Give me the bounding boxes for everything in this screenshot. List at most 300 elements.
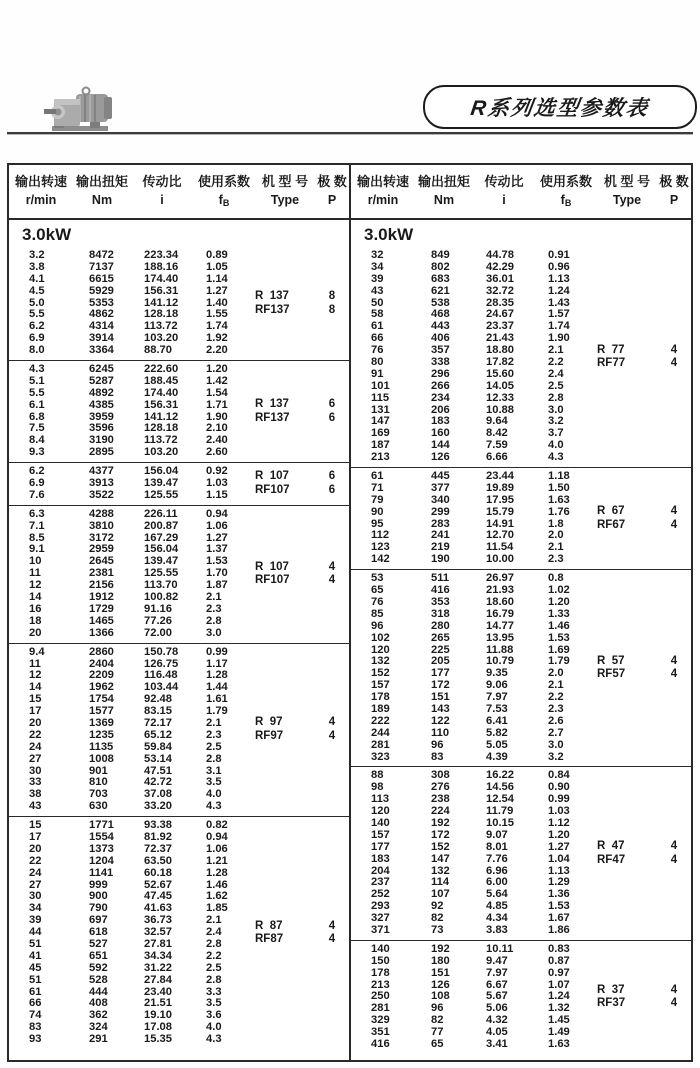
torque-cell: 96 xyxy=(431,738,444,751)
torque-cell: 651 xyxy=(89,949,108,962)
speed-cell: 281 xyxy=(371,738,390,751)
torque-cell: 180 xyxy=(431,954,450,967)
factor-cell: 0.91 xyxy=(548,249,570,261)
ratio-cell: 6.96 xyxy=(486,864,508,877)
factor-cell: 0.82 xyxy=(206,819,228,832)
factor-cell: 2.2 xyxy=(548,356,564,369)
ratio-cell: 27.81 xyxy=(144,937,172,950)
ratio-cell: 63.50 xyxy=(144,854,172,867)
factor-cell: 0.97 xyxy=(548,966,570,979)
speed-cell: 252 xyxy=(371,888,390,901)
torque-cell: 1373 xyxy=(89,842,114,855)
speed-cell: 329 xyxy=(371,1014,390,1027)
factor-cell: 1.07 xyxy=(548,978,570,991)
factor-cell: 1.8 xyxy=(548,517,564,530)
model-group xyxy=(351,569,691,766)
factor-cell: 1.67 xyxy=(548,912,570,925)
model-type-line xyxy=(597,668,691,682)
speed-cell: 39 xyxy=(29,914,42,927)
torque-cell: 8472 xyxy=(89,249,114,261)
speed-cell: 18 xyxy=(29,614,42,627)
model-type-label: RF87 xyxy=(255,933,284,946)
factor-cell: 2.60 xyxy=(206,446,228,459)
torque-cell: 2209 xyxy=(89,669,114,682)
speed-cell: 17 xyxy=(29,830,42,843)
col-type-unit: Type xyxy=(270,193,300,207)
speed-cell: 34 xyxy=(371,260,384,273)
model-type-line xyxy=(255,730,349,744)
ratio-cell: 72.17 xyxy=(144,716,172,729)
speed-cell: 91 xyxy=(371,367,384,380)
col-type-label: 机 型 号 xyxy=(261,174,309,189)
torque-cell: 468 xyxy=(431,308,450,321)
model-type-block xyxy=(255,466,349,502)
speed-cell: 93 xyxy=(29,1033,42,1046)
torque-cell: 1141 xyxy=(89,866,114,879)
ratio-cell: 4.05 xyxy=(486,1026,508,1039)
model-type-label: R 137 xyxy=(255,290,289,302)
torque-cell: 3364 xyxy=(89,344,114,357)
ratio-cell: 32.72 xyxy=(486,284,514,297)
factor-cell: 1.27 xyxy=(206,284,228,297)
model-type-label: RF107 xyxy=(255,574,290,587)
ratio-cell: 7.76 xyxy=(486,852,508,865)
speed-cell: 96 xyxy=(371,619,384,632)
group-rows xyxy=(9,364,255,459)
page-title: R系列选型参数表 xyxy=(469,97,651,120)
factor-cell: 4.0 xyxy=(206,1021,222,1034)
col-ratio-label: 传动比 xyxy=(484,174,524,189)
factor-cell: 0.94 xyxy=(206,830,228,843)
table-row xyxy=(9,628,255,640)
table-row xyxy=(351,944,597,956)
table-row xyxy=(351,716,597,728)
torque-cell: 527 xyxy=(89,937,108,950)
factor-cell: 1.06 xyxy=(206,519,228,532)
torque-cell: 901 xyxy=(89,764,108,777)
speed-cell: 150 xyxy=(371,954,390,967)
speed-cell: 8.0 xyxy=(29,344,45,357)
left-parameter-table xyxy=(9,165,351,1060)
speed-cell: 27 xyxy=(29,752,42,765)
right-parameter-table xyxy=(351,165,691,1060)
speed-cell: 102 xyxy=(371,631,390,644)
model-type-line xyxy=(597,344,691,358)
model-type-block xyxy=(597,770,691,936)
factor-cell: 1.53 xyxy=(206,555,228,568)
table-row xyxy=(351,752,597,764)
torque-cell: 1369 xyxy=(89,716,114,729)
ratio-cell: 156.31 xyxy=(144,284,179,297)
factor-cell: 1.42 xyxy=(206,374,228,387)
factor-cell: 1.69 xyxy=(548,643,570,656)
torque-cell: 1465 xyxy=(89,614,114,627)
factor-cell: 2.8 xyxy=(206,937,222,950)
pole-count: 8 xyxy=(328,303,336,316)
factor-cell: 1.85 xyxy=(206,902,228,915)
torque-cell: 234 xyxy=(431,391,450,404)
table-row xyxy=(351,274,597,286)
speed-cell: 9.4 xyxy=(29,645,45,658)
header-row-units xyxy=(9,191,349,213)
factor-cell: 1.45 xyxy=(548,1014,570,1027)
table-row xyxy=(9,856,255,868)
ratio-cell: 188.45 xyxy=(144,374,179,387)
ratio-cell: 5.05 xyxy=(486,738,508,751)
factor-cell: 2.4 xyxy=(548,367,564,380)
table-row xyxy=(9,951,255,963)
ratio-cell: 141.12 xyxy=(144,296,179,309)
torque-cell: 528 xyxy=(89,973,108,986)
ratio-cell: 23.37 xyxy=(486,320,514,333)
factor-cell: 1.32 xyxy=(548,1002,570,1015)
table-row xyxy=(351,262,597,274)
model-group xyxy=(9,247,349,360)
torque-cell: 2645 xyxy=(89,555,114,568)
ratio-cell: 4.32 xyxy=(486,1014,508,1027)
ratio-cell: 53.14 xyxy=(144,752,172,765)
torque-cell: 377 xyxy=(431,481,450,494)
table-row xyxy=(9,730,255,742)
torque-cell: 621 xyxy=(431,284,450,297)
table-row xyxy=(9,345,255,357)
ratio-cell: 116.48 xyxy=(144,669,178,682)
pole-count: 6 xyxy=(328,398,336,411)
table-row xyxy=(9,975,255,987)
speed-cell: 30 xyxy=(29,764,42,777)
group-rows xyxy=(9,466,255,502)
model-type-label: R 57 xyxy=(597,654,625,667)
torque-cell: 3596 xyxy=(89,422,114,435)
torque-cell: 318 xyxy=(431,607,450,620)
speed-cell: 12 xyxy=(29,579,42,592)
ratio-cell: 156.04 xyxy=(144,465,179,478)
factor-cell: 1.06 xyxy=(206,842,228,855)
pole-count: 4 xyxy=(328,574,336,587)
table-row xyxy=(9,963,255,975)
factor-cell: 0.99 xyxy=(206,645,228,658)
col-speed-unit: r/min xyxy=(367,193,399,207)
ratio-cell: 156.04 xyxy=(144,543,179,556)
factor-cell: 1.14 xyxy=(206,272,228,285)
speed-cell: 7.1 xyxy=(29,519,45,532)
factor-cell: 0.84 xyxy=(548,769,570,782)
speed-cell: 20 xyxy=(29,626,42,639)
speed-cell: 120 xyxy=(371,643,390,656)
ratio-cell: 9.35 xyxy=(486,667,508,680)
speed-cell: 15 xyxy=(29,819,42,832)
factor-cell: 1.21 xyxy=(206,854,228,867)
ratio-cell: 103.20 xyxy=(144,332,179,345)
model-type-line xyxy=(597,505,691,519)
torque-cell: 73 xyxy=(431,923,444,936)
ratio-cell: 174.40 xyxy=(144,272,179,285)
speed-cell: 5.0 xyxy=(29,296,45,309)
speed-cell: 16 xyxy=(29,602,42,615)
group-rows xyxy=(351,573,597,763)
table-row xyxy=(351,381,597,393)
ratio-cell: 27.84 xyxy=(144,973,172,986)
ratio-cell: 14.91 xyxy=(486,517,514,530)
factor-cell: 1.49 xyxy=(548,1026,570,1039)
factor-cell: 0.8 xyxy=(548,572,564,585)
factor-cell: 2.0 xyxy=(548,667,564,680)
model-group xyxy=(351,247,691,467)
torque-cell: 77 xyxy=(431,1026,444,1039)
model-group xyxy=(9,643,349,816)
torque-cell: 192 xyxy=(431,942,450,955)
ratio-cell: 15.60 xyxy=(486,367,514,380)
torque-cell: 291 xyxy=(89,1033,108,1046)
torque-cell: 65 xyxy=(431,1038,444,1050)
torque-cell: 445 xyxy=(431,470,450,483)
header-row-units xyxy=(351,191,691,213)
speed-cell: 5.1 xyxy=(29,374,45,387)
ratio-cell: 19.89 xyxy=(486,481,514,494)
col-ratio-unit: i xyxy=(160,193,164,207)
speed-cell: 140 xyxy=(371,942,390,955)
ratio-cell: 139.47 xyxy=(144,477,179,490)
factor-cell: 2.1 xyxy=(206,914,222,927)
model-type-line xyxy=(255,561,349,575)
torque-cell: 4377 xyxy=(89,465,114,478)
factor-cell: 1.79 xyxy=(548,655,570,668)
speed-cell: 88 xyxy=(371,769,384,782)
ratio-cell: 81.92 xyxy=(144,830,172,843)
ratio-cell: 21.93 xyxy=(486,584,514,597)
model-type-line xyxy=(597,357,691,371)
factor-cell: 3.1 xyxy=(206,764,222,777)
factor-cell: 1.86 xyxy=(548,923,570,936)
col-torque-unit: Nm xyxy=(433,193,455,207)
table-row xyxy=(351,728,597,740)
torque-cell: 4288 xyxy=(89,507,114,520)
factor-cell: 3.6 xyxy=(206,1009,222,1022)
table-row xyxy=(351,968,597,980)
speed-cell: 250 xyxy=(371,990,390,1003)
torque-cell: 1204 xyxy=(89,854,114,867)
factor-cell: 3.5 xyxy=(206,997,222,1010)
torque-cell: 2404 xyxy=(89,657,114,670)
speed-cell: 14 xyxy=(29,591,42,604)
col-torque-label: 输出扭矩 xyxy=(417,174,470,189)
ratio-cell: 72.00 xyxy=(144,626,172,639)
speed-cell: 112 xyxy=(371,529,390,542)
factor-cell: 3.5 xyxy=(206,776,222,789)
torque-cell: 810 xyxy=(89,776,108,789)
factor-cell: 2.40 xyxy=(206,434,228,447)
speed-cell: 95 xyxy=(371,517,384,530)
model-group xyxy=(9,360,349,462)
speed-cell: 22 xyxy=(29,728,42,741)
factor-cell: 1.90 xyxy=(548,332,570,345)
factor-cell: 1.54 xyxy=(206,386,228,399)
ratio-cell: 21.43 xyxy=(486,332,514,345)
speed-cell: 147 xyxy=(371,415,390,428)
torque-cell: 126 xyxy=(431,451,450,464)
model-group xyxy=(351,766,691,939)
torque-cell: 206 xyxy=(431,403,450,416)
ratio-cell: 128.18 xyxy=(144,308,179,321)
factor-cell: 3.2 xyxy=(548,750,564,763)
table-row xyxy=(351,286,597,298)
table-row xyxy=(9,521,255,533)
speed-cell: 27 xyxy=(29,878,42,891)
speed-cell: 132 xyxy=(371,655,390,668)
speed-cell: 9.3 xyxy=(29,446,45,459)
ratio-cell: 12.33 xyxy=(486,391,514,404)
model-type-line xyxy=(255,920,349,934)
factor-cell: 2.5 xyxy=(548,379,564,392)
speed-cell: 237 xyxy=(371,876,390,889)
table-row xyxy=(351,633,597,645)
ratio-cell: 34.34 xyxy=(144,949,172,962)
torque-cell: 4314 xyxy=(89,320,114,333)
ratio-cell: 10.00 xyxy=(486,553,514,566)
speed-cell: 9.1 xyxy=(29,543,45,556)
torque-cell: 280 xyxy=(431,619,450,632)
torque-cell: 283 xyxy=(431,517,450,530)
speed-cell: 3.8 xyxy=(29,260,45,273)
ratio-cell: 41.63 xyxy=(144,902,172,915)
col-type-label: 机 型 号 xyxy=(603,174,651,189)
col-factor-unit: $f_B$ xyxy=(218,193,230,208)
table-row xyxy=(9,388,255,400)
ratio-cell: 11.79 xyxy=(486,805,514,818)
ratio-cell: 113.70 xyxy=(144,579,178,592)
factor-cell: 2.2 xyxy=(206,949,222,962)
header-row-cn xyxy=(9,172,349,191)
ratio-cell: 37.08 xyxy=(144,788,172,801)
group-rows xyxy=(351,250,597,464)
factor-cell: 1.40 xyxy=(206,296,228,309)
col-speed-unit: r/min xyxy=(25,193,57,207)
speed-cell: 22 xyxy=(29,854,42,867)
speed-cell: 416 xyxy=(371,1038,390,1050)
ratio-cell: 11.54 xyxy=(486,541,514,554)
factor-cell: 1.17 xyxy=(206,657,228,670)
speed-cell: 58 xyxy=(371,308,384,321)
torque-cell: 108 xyxy=(431,990,450,1003)
factor-cell: 3.0 xyxy=(206,626,222,639)
factor-cell: 2.0 xyxy=(548,529,564,542)
ratio-cell: 12.54 xyxy=(486,793,514,806)
speed-cell: 4.5 xyxy=(29,284,45,297)
torque-cell: 224 xyxy=(431,805,450,818)
speed-cell: 20 xyxy=(29,842,42,855)
ratio-cell: 7.53 xyxy=(486,702,508,715)
ratio-cell: 19.10 xyxy=(144,1009,172,1022)
model-type-block xyxy=(255,820,349,1046)
ratio-cell: 28.35 xyxy=(486,296,514,309)
torque-cell: 265 xyxy=(431,631,450,644)
torque-cell: 83 xyxy=(431,750,444,763)
torque-cell: 3810 xyxy=(89,519,114,532)
torque-cell: 5353 xyxy=(89,296,114,309)
speed-cell: 187 xyxy=(371,439,390,452)
left-table-groups xyxy=(9,247,349,1049)
torque-cell: 2895 xyxy=(89,446,114,459)
table-row xyxy=(351,495,597,507)
torque-cell: 630 xyxy=(89,800,108,813)
group-rows xyxy=(351,944,597,1051)
speed-cell: 61 xyxy=(371,320,384,333)
table-row xyxy=(351,1039,597,1051)
ratio-cell: 6.66 xyxy=(486,451,508,464)
group-rows xyxy=(9,820,255,1046)
torque-cell: 3522 xyxy=(89,488,114,501)
ratio-cell: 16.22 xyxy=(486,769,514,782)
torque-cell: 2860 xyxy=(89,645,114,658)
speed-cell: 76 xyxy=(371,344,384,357)
ratio-cell: 150.78 xyxy=(144,645,179,658)
factor-cell: 1.28 xyxy=(206,866,228,879)
torque-cell: 324 xyxy=(89,1021,108,1034)
group-rows xyxy=(9,509,255,640)
factor-cell: 4.0 xyxy=(206,788,222,801)
speed-cell: 4.3 xyxy=(29,363,45,376)
ratio-cell: 77.26 xyxy=(144,614,172,627)
speed-cell: 79 xyxy=(371,493,384,506)
speed-cell: 17 xyxy=(29,705,42,718)
torque-cell: 703 xyxy=(89,788,108,801)
factor-cell: 1.20 xyxy=(206,363,228,376)
factor-cell: 2.20 xyxy=(206,344,228,357)
speed-cell: 90 xyxy=(371,505,384,518)
factor-cell: 1.15 xyxy=(206,488,228,501)
factor-cell: 1.36 xyxy=(548,888,570,901)
factor-cell: 1.27 xyxy=(548,840,570,853)
torque-cell: 1235 xyxy=(89,728,114,741)
ratio-cell: 128.18 xyxy=(144,422,179,435)
speed-cell: 51 xyxy=(29,937,42,950)
model-type-block xyxy=(255,509,349,640)
ratio-cell: 23.40 xyxy=(144,985,172,998)
speed-cell: 43 xyxy=(29,800,42,813)
torque-cell: 82 xyxy=(431,1014,444,1027)
speed-cell: 51 xyxy=(29,973,42,986)
torque-cell: 3172 xyxy=(89,531,114,544)
right-table-groups xyxy=(351,247,691,1054)
speed-cell: 14 xyxy=(29,681,42,694)
ratio-cell: 11.88 xyxy=(486,643,514,656)
factor-cell: 1.87 xyxy=(206,579,228,592)
ratio-cell: 113.72 xyxy=(144,434,178,447)
ratio-cell: 9.47 xyxy=(486,954,508,967)
pole-count: 4 xyxy=(670,668,678,681)
ratio-cell: 9.07 xyxy=(486,828,508,841)
factor-cell: 1.20 xyxy=(548,595,570,608)
ratio-cell: 17.95 xyxy=(486,493,514,506)
pole-count: 4 xyxy=(328,729,336,742)
speed-cell: 183 xyxy=(371,852,390,865)
ratio-cell: 17.82 xyxy=(486,356,514,369)
speed-cell: 43 xyxy=(371,284,384,297)
col-torque-label: 输出扭矩 xyxy=(75,174,128,189)
factor-cell: 3.0 xyxy=(548,403,564,416)
torque-cell: 3914 xyxy=(89,332,114,345)
torque-cell: 219 xyxy=(431,541,450,554)
torque-cell: 406 xyxy=(431,332,450,345)
speed-cell: 178 xyxy=(371,691,390,704)
factor-cell: 0.83 xyxy=(548,942,570,955)
model-type-line xyxy=(255,304,349,318)
torque-cell: 122 xyxy=(431,714,450,727)
torque-cell: 238 xyxy=(431,793,450,806)
factor-cell: 1.43 xyxy=(548,296,570,309)
speed-cell: 6.2 xyxy=(29,320,45,333)
torque-cell: 340 xyxy=(431,493,450,506)
